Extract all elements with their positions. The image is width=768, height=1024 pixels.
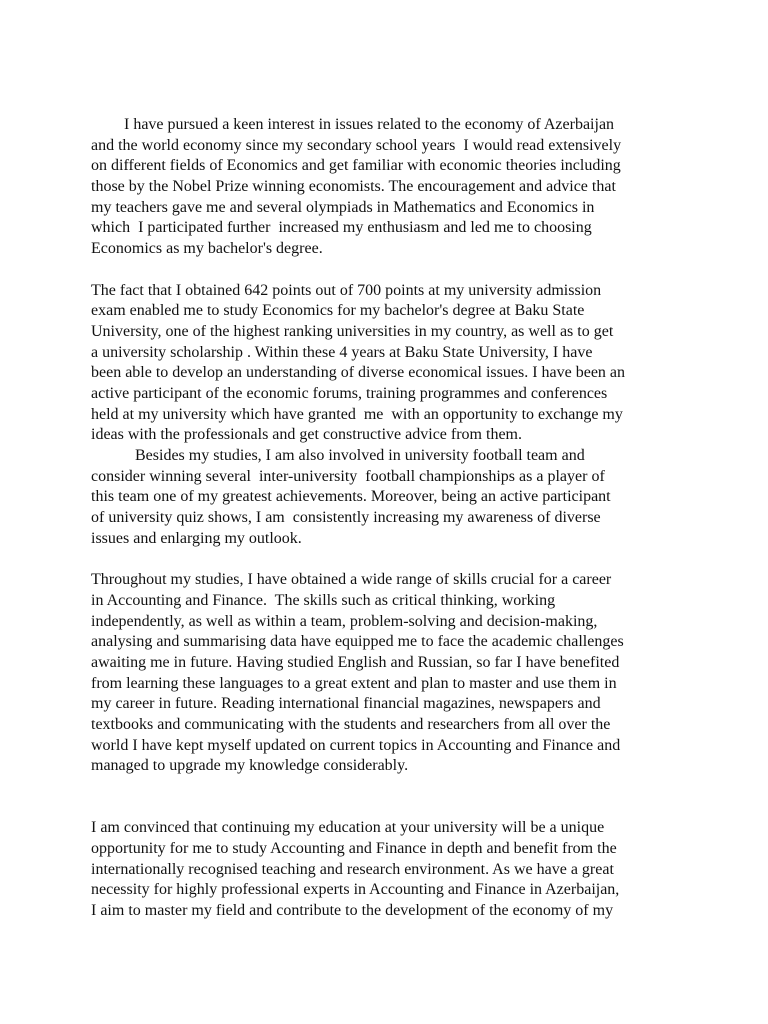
paragraph-gap [91,260,691,281]
text-line: managed to upgrade my knowledge considerably. [91,757,409,775]
text-line: of university quiz shows, I am consistently increasing my awareness of diverse [91,509,601,527]
text-line: textbooks and communicating with the students and researchers from all over the [91,715,611,733]
text-line: from learning these languages to a great extent and plan to master and use them in [91,674,617,692]
paragraph-activities [91,446,691,549]
text-line: Economics as my bachelor's degree. [91,240,323,258]
text-line: I am convinced that continuing my education at your university will be a unique [91,819,605,837]
text-line: on different fields of Economics and get familiar with economic theories including [91,157,621,175]
text-line: awaiting me in future. Having studied English and Russian, so far I have benefited [91,653,620,671]
text-line: my career in future. Reading international financial magazines, newspapers and [91,695,601,713]
text-line: necessity for highly professional experts in Accounting and Finance in Azerbaijan, [91,881,620,899]
text-line: my teachers gave me and several olympiads in Mathematics and Economics in [91,198,595,216]
paragraph-interest [91,115,691,260]
text-line: this team one of my greatest achievements. Moreover, being an active participant [91,488,611,506]
text-line: Throughout my studies, I have obtained a wide range of skills crucial for a career [91,571,612,589]
text-line: consider winning several inter-university football championships as a player of [91,467,605,485]
paragraph-admission [91,281,691,447]
text-line: independently, as well as within a team, problem-solving and decision-making, [91,612,598,630]
text-line: University, one of the highest ranking universities in my country, as well as to get [91,322,614,340]
text-line: Besides my studies, I am also involved in university football team and [135,447,585,464]
paragraph-conclusion [91,818,691,921]
text-line: I aim to master my field and contribute to the development of the economy of my [91,902,614,920]
text-line: and the world economy since my secondary school years I would read extensively [91,136,622,154]
text-line: I have pursued a keen interest in issues related to the economy of Azerbaijan [124,116,615,133]
text-line: a university scholarship . Within these 4 years at Baku State University, I have [91,343,593,361]
text-line: exam enabled me to study Economics for my bachelor's degree at Baku State [91,302,585,320]
paragraph-skills [91,570,691,777]
text-line: held at my university which have granted me with an opportunity to exchange my [91,405,623,423]
text-line: active participant of the economic forums, training programmes and conferences [91,384,608,402]
paragraph-gap [91,777,691,818]
text-line: been able to develop an understanding of diverse economical issues. I have been an [91,364,626,382]
text-line: opportunity for me to study Accounting and Finance in depth and benefit from the [91,840,617,858]
text-line: analysing and summarising data have equipped me to face the academic challenges [91,633,624,651]
text-line: world I have kept myself updated on current topics in Accounting and Finance and [91,736,621,754]
text-line: which I participated further increased my enthusiasm and led me to choosing [91,219,592,237]
text-line: issues and enlarging my outlook. [91,529,302,547]
text-line: internationally recognised teaching and research environment. As we have a great [91,860,614,878]
paragraph-gap [91,549,691,570]
text-line: in Accounting and Finance. The skills such as critical thinking, working [91,591,556,609]
text-line: those by the Nobel Prize winning economists. The encouragement and advice that [91,178,616,196]
text-line: The fact that I obtained 642 points out of 700 points at my university admission [91,281,602,299]
text-line: ideas with the professionals and get constructive advice from them. [91,426,522,444]
document-body [91,115,691,922]
